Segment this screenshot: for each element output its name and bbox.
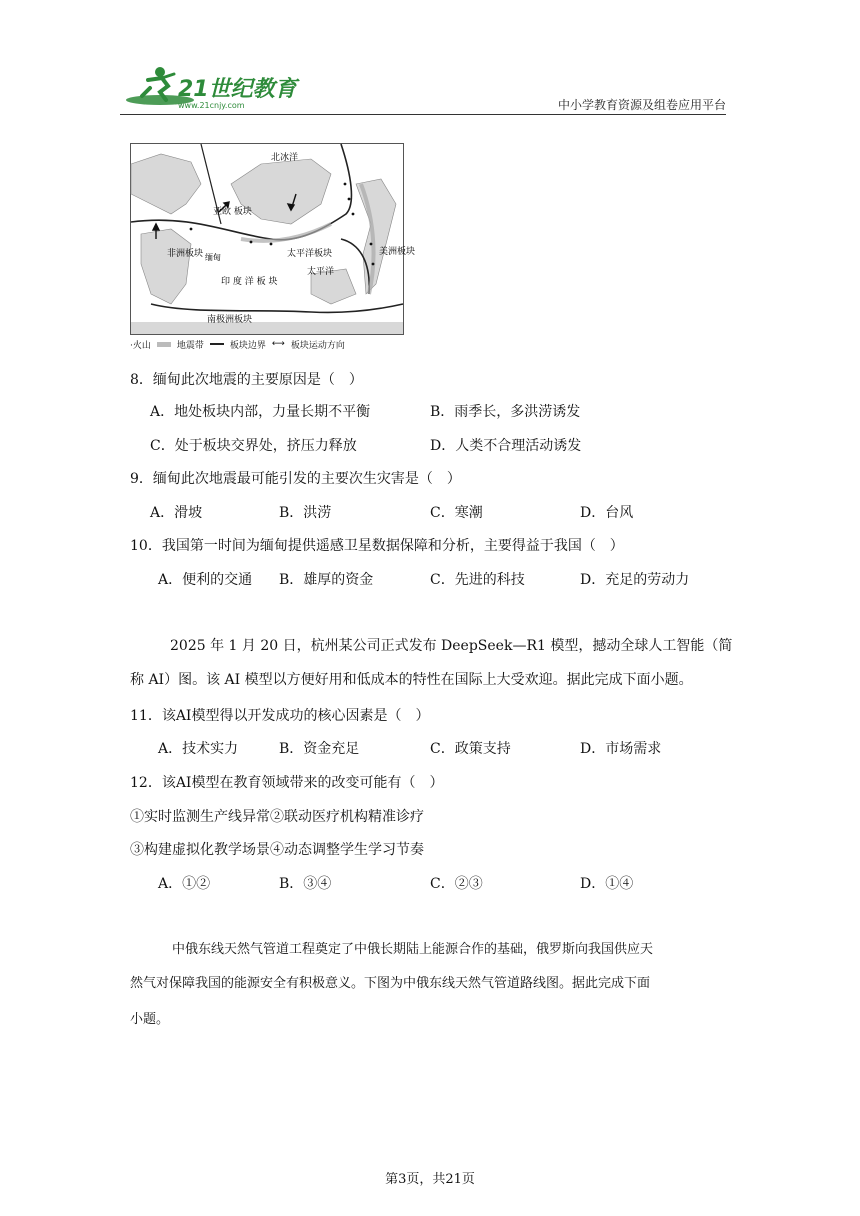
map-legend bbox=[130, 337, 410, 351]
q10-option-a: A．便利的交通 bbox=[158, 572, 253, 588]
label-myanmar: 缅甸 bbox=[205, 253, 221, 262]
label-indian: 印 度 洋 板 块 bbox=[221, 277, 278, 287]
logo-title: 21世纪教育 bbox=[178, 77, 297, 102]
question-10-stem: 10．我国第一时间为缅甸提供遥感卫星数据保障和分析，主要得益于我国（ ） bbox=[130, 538, 624, 554]
q9-option-d: D．台风 bbox=[580, 505, 634, 521]
page-header bbox=[120, 62, 726, 114]
site-logo bbox=[120, 62, 300, 114]
label-antarctic: 南极洲板块 bbox=[207, 315, 253, 325]
label-pacific-ocean: 太平洋 bbox=[307, 267, 335, 277]
legend-quake: 地震带 bbox=[176, 340, 204, 351]
q10-option-b: B．雄厚的资金 bbox=[279, 572, 374, 588]
q12-option-d: D．①④ bbox=[580, 876, 634, 892]
logo-url: www.21cnjy.com bbox=[178, 101, 245, 110]
page-footer: 第3页，共21页 bbox=[385, 1172, 475, 1187]
plate-map bbox=[130, 143, 416, 335]
q12-option-c: C．②③ bbox=[430, 876, 483, 892]
legend-motion: 板块运动方向 bbox=[290, 340, 345, 351]
q10-option-c: C．先进的科技 bbox=[430, 572, 525, 588]
q8-option-b: B．雨季长，多洪涝诱发 bbox=[430, 404, 581, 420]
passage-ai-line2: 称 AI）图。该 AI 模型以方便好用和低成本的特性在国际上大受欢迎。据此完成下面小题。 bbox=[130, 672, 693, 688]
label-eurasia: 亚欧 板块 bbox=[213, 207, 252, 217]
label-africa: 非洲板块 bbox=[167, 249, 204, 259]
q8-option-a: A．地处板块内部，力量长期不平衡 bbox=[150, 404, 371, 420]
passage-gas-line3: 小题。 bbox=[130, 1012, 170, 1027]
passage-gas-line1: 中俄东线天然气管道工程奠定了中俄长期陆上能源合作的基础，俄罗斯向我国供应天 bbox=[172, 942, 654, 957]
legend-boundary: 板块边界 bbox=[229, 340, 266, 351]
q12-statement-line1: ①实时监测生产线异常②联动医疗机构精准诊疗 bbox=[130, 809, 424, 825]
question-12-stem: 12．该AI模型在教育领域带来的改变可能有（ ） bbox=[130, 775, 444, 791]
legend-arrow-icon: ⟷ bbox=[271, 339, 285, 349]
label-arctic: 北冰洋 bbox=[271, 153, 299, 163]
label-american: 美洲板块 bbox=[379, 247, 416, 257]
q9-option-a: A．滑坡 bbox=[150, 505, 203, 521]
q11-option-c: C．政策支持 bbox=[430, 741, 511, 757]
platform-name: 中小学教育资源及组卷应用平台 bbox=[557, 98, 726, 112]
label-pacific: 太平洋板块 bbox=[287, 249, 333, 259]
q10-option-d: D．充足的劳动力 bbox=[580, 572, 690, 588]
q9-option-b: B．洪涝 bbox=[279, 505, 332, 521]
legend-volcano: ·火山 bbox=[130, 340, 151, 351]
passage-gas-line2: 然气对保障我国的能源安全有积极意义。下图为中俄东线天然气管道路线图。据此完成下面 bbox=[130, 976, 651, 991]
q11-option-b: B．资金充足 bbox=[279, 741, 360, 757]
question-8-stem: 8．缅甸此次地震的主要原因是（ ） bbox=[130, 372, 363, 388]
q8-option-c: C．处于板块交界处，挤压力释放 bbox=[150, 438, 357, 454]
q11-option-d: D．市场需求 bbox=[580, 741, 662, 757]
header-divider bbox=[120, 114, 726, 115]
q12-statement-line2: ③构建虚拟化教学场景④动态调整学生学习节奏 bbox=[130, 842, 424, 858]
passage-ai-line1: 2025 年 1 月 20 日，杭州某公司正式发布 DeepSeek—R1 模型，撼动全球人工智能（简 bbox=[170, 638, 733, 654]
question-11-stem: 11．该AI模型得以开发成功的核心因素是（ ） bbox=[130, 708, 430, 724]
q11-option-a: A．技术实力 bbox=[158, 741, 239, 757]
q12-option-b: B．③④ bbox=[279, 876, 332, 892]
question-9-stem: 9．缅甸此次地震最可能引发的主要次生灾害是（ ） bbox=[130, 471, 461, 487]
q8-option-d: D．人类不合理活动诱发 bbox=[430, 438, 582, 454]
landmass-antarctica bbox=[131, 322, 403, 334]
q9-option-c: C．寒潮 bbox=[430, 505, 483, 521]
q12-option-a: A．①② bbox=[158, 876, 211, 892]
legend-boundary-swatch bbox=[210, 343, 224, 345]
legend-quake-swatch bbox=[157, 342, 171, 347]
